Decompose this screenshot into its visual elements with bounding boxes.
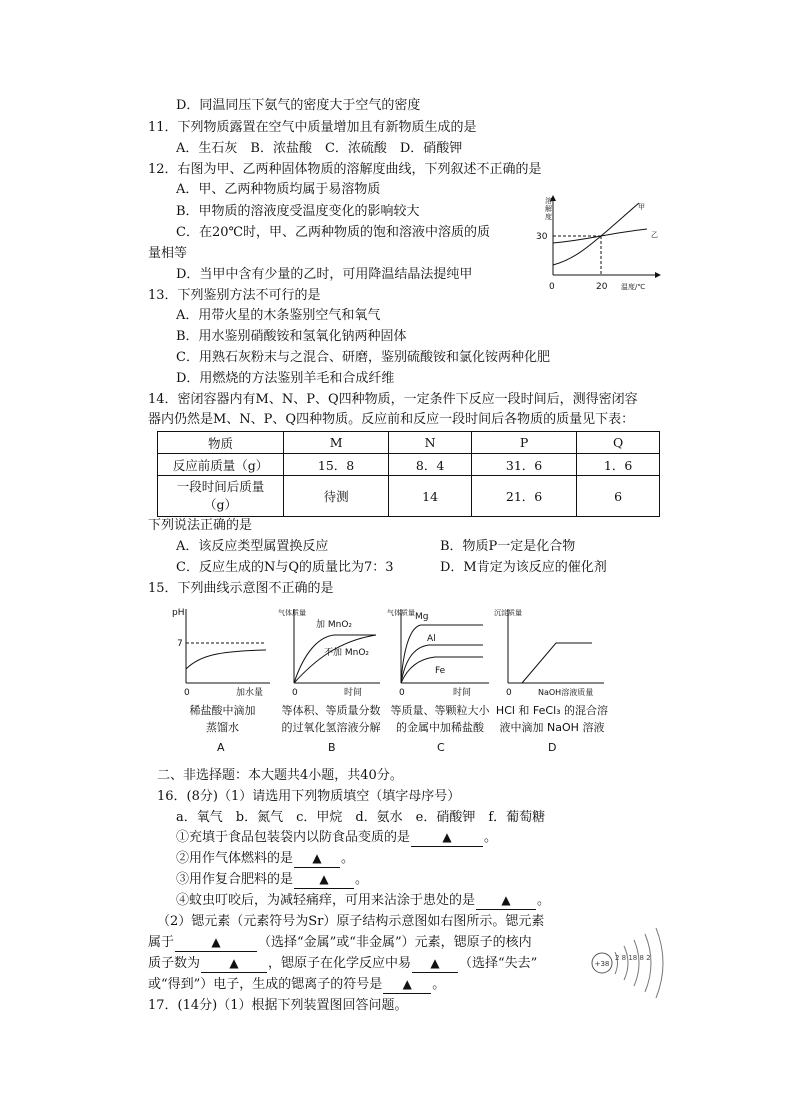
graph-d-curve [522,643,592,683]
q12-option-d: D．当甲中含有少量的乙时，可用降温结晶法提纯甲 [176,267,473,282]
x-origin: 0 [549,282,555,292]
x-tick-20: 20 [596,282,608,292]
curve-jia-label: 甲 [638,203,645,211]
q16-s2-end: 。 [341,851,355,866]
q11-stem: 11．下列物质露置在空气中质量增加且有新物质生成的是 [148,120,477,135]
q16-p2-line1: （2）锶元素（元素符号为Sr）原子结构示意图如右图所示。锶元素 [157,914,545,929]
graph-d-cap2: 液中滴加 NaOH 溶液 [499,721,605,734]
graph-a-tick7: 7 [177,639,183,649]
q16-p2-line2b: （选择“金属”或“非金属”）元素，锶原子的核内 [258,935,532,950]
q16-s2 [176,849,354,869]
table-row [158,454,660,476]
q16-s3-text: ③用作复合肥料的是 [176,872,294,887]
graph-d [492,603,612,698]
curve-yi [553,229,647,243]
graph-c-al-label: Al [427,634,436,644]
graph-c-al [401,645,483,683]
graph-d-ylabel: 沉淀质量 [494,609,522,617]
table-cell: 反应前质量（g） [158,454,284,476]
x-axis-arrow [655,272,661,278]
curve-yi-label: 乙 [651,231,658,239]
shell-arc [634,940,639,986]
triangle-mark: ▲ [211,935,221,949]
y-label-full [535,193,536,194]
table-cell: 21．6 [471,476,576,517]
q13-option-a: A．用带火星的木条鉴别空气和氧气 [176,308,381,323]
shell-arc [624,946,628,980]
triangle-mark: ▲ [430,956,440,970]
table-header-row [158,432,660,454]
q16-p2-line3a: 质子数为 [148,956,201,971]
graph-b-origin: 0 [292,688,298,698]
q14-stem-2: 器内仍然是M、N、P、Q四种物质。反应前和反应一段时间后各物质的质量见下表： [148,412,635,427]
q14-option-a: A．该反应类型属置换反应 [176,539,329,554]
x-label: 温度/℃ [621,283,646,291]
q16-s2-text: ②用作气体燃料的是 [176,851,294,866]
y-label-2: 解 [545,205,552,213]
table-header: M [284,432,389,454]
table-header: 物质 [158,432,284,454]
q14-after: 下列说法正确的是 [148,518,253,533]
q16-p2-line2a: 属于 [148,935,175,950]
table-header: Q [577,432,660,454]
graph-d-cap1: HCl 和 FeCl₃ 的混合溶 [495,704,609,717]
q12-option-c: C．在20℃时，甲、乙两种物质的饱和溶液中溶质的质 [176,225,491,240]
table-cell [158,476,284,517]
q16-s4-end: 。 [537,893,551,908]
y-label-3: 度 [545,213,552,221]
row-label-line1: 一段时间后质量 [176,479,265,494]
graph-a [170,603,275,698]
answer-blank[interactable] [294,850,340,868]
graph-b-cap2: 的过氧化氢溶液分解 [281,721,381,734]
q16-choices: a．氧气 b．氮气 c．甲烷 d．氨水 e．硝酸钾 f．葡萄糖 [176,810,546,825]
q12-option-c-cont: 量相等 [148,246,188,261]
graph-c-letter: C [437,741,445,754]
graph-c-ylabel: 气体质量 [387,609,415,617]
graph-b-ylabel: 气体质量 [278,609,306,617]
q17-stem: 17．(14分)（1）根据下列装置图回答问题。 [148,998,408,1013]
graph-a-xlabel: 加水量 [236,688,264,698]
q13-option-d: D．用燃烧的方法鉴别羊毛和合成纤维 [176,371,395,386]
graph-a-curve [186,650,266,669]
graph-a-cap2: 蒸馏水 [206,721,239,734]
q16-s4-text: ④蚊虫叮咬后，为减轻痛痒，可用来沾涂于患处的是 [176,893,476,908]
shell-electrons: 2 8 18 8 2 [615,954,651,962]
answer-blank[interactable] [175,934,257,952]
answer-blank[interactable] [411,829,483,847]
mass-table [157,431,660,517]
q16-p2-line4a: 或“得到”）电子，生成的锶离子的符号是 [148,977,383,992]
graph-b-letter: B [328,741,336,754]
part2-title: 二、非选择题：本大题共4小题，共40分。 [157,768,403,783]
q16-stem: 16．(8分)（1）请选用下列物质填空（填字母序号） [157,789,461,804]
q14-option-b: B．物质P一定是化合物 [440,539,576,554]
table-cell: 14 [389,476,472,517]
q16-s1-text: ①充填于食品包装袋内以防食品变质的是 [176,830,411,845]
q16-p2-line3 [148,954,537,974]
graph-d-xlabel: NaOH溶液质量 [538,688,594,697]
q16-s4 [176,891,550,911]
q16-p2-line2 [148,933,532,953]
q16-s1 [176,828,497,848]
q16-s1-end: 。 [484,830,498,845]
q12-option-b: B．甲物质的溶液度受温度变化的影响较大 [176,204,420,219]
table-header: N [389,432,472,454]
q12-option-a: A．甲、乙两种物质均属于易溶物质 [176,182,381,197]
table-row [158,476,660,517]
shell-arc [645,934,651,992]
q10-option-d: D．同温同压下氨气的密度大于空气的密度 [176,98,421,113]
answer-blank[interactable] [383,976,431,994]
q16-p2-line4 [148,975,445,995]
q16-s3-end: 。 [355,872,369,887]
graph-c-cap2: 的金属中加稀盐酸 [396,721,484,734]
table-cell: 15．8 [284,454,389,476]
graph-c [385,603,495,698]
y-tick-30: 30 [536,232,548,242]
q14-option-c: C．反应生成的N与Q的质量比为7：3 [176,560,394,575]
graph-d-origin: 0 [506,688,512,698]
triangle-mark: ▲ [319,872,329,886]
graph-b-curve2: 不加 MnO₂ [324,648,370,658]
q11-options: A．生石灰 B．浓盐酸 C．浓硫酸 D．硝酸钾 [176,141,463,156]
solubility-graph [535,193,665,293]
table-cell: 31．6 [471,454,576,476]
q16-p2-line4-end: 。 [432,977,446,992]
triangle-mark: ▲ [229,956,239,970]
graph-a-origin: 0 [184,688,190,698]
answer-blank[interactable] [412,955,458,973]
nucleus-charge: +38 [594,960,610,968]
q14-stem-1: 14．密闭容器内有M、N、P、Q四种物质，一定条件下反应一段时间后，测得密闭容 [148,392,638,407]
q14-option-d: D．M肯定为该反应的催化剂 [440,560,607,575]
table-cell: 8．4 [389,454,472,476]
q13-stem: 13．下列鉴别方法不可行的是 [148,288,321,303]
graph-a-letter: A [217,741,225,754]
q16-s3 [176,870,368,890]
triangle-mark: ▲ [312,851,322,865]
graph-c-xlabel: 时间 [453,688,472,698]
graph-b [276,603,386,698]
triangle-mark: ▲ [442,830,452,844]
curve-jia [553,203,639,265]
graph-c-mg-label: Mg [415,612,429,622]
strontium-atom-diagram [588,922,680,1004]
graph-b-cap1: 等体积、等质量分数 [281,704,381,717]
graph-c-fe-label: Fe [435,666,446,676]
answer-blank[interactable] [294,871,354,889]
answer-blank[interactable] [201,955,267,973]
table-cell: 1．6 [577,454,660,476]
table-cell: 6 [577,476,660,517]
q16-p2-line3b: ，锶原子在化学反应中易 [268,956,412,971]
q16-p2-line3c: （选择“失去” [459,956,538,971]
graph-b-curve-nocat [294,635,376,683]
table-cell: 待测 [284,476,389,517]
answer-blank[interactable] [476,892,536,910]
q15-stem: 15．下列曲线示意图不正确的是 [148,581,334,596]
graph-b-curve-cat [294,635,376,683]
graph-a-cap1: 稀盐酸中滴加 [189,704,256,717]
triangle-mark: ▲ [501,893,511,907]
graph-d-letter: D [548,741,557,754]
triangle-mark: ▲ [402,977,412,991]
y-label-1: 溶 [545,197,552,205]
q13-option-c: C．用熟石灰粉末与之混合、研磨，鉴别硫酸铵和氯化铵两种化肥 [176,350,550,365]
graph-c-origin: 0 [399,688,405,698]
graph-b-curve1: 加 MnO₂ [316,620,353,630]
shell-arc [656,928,663,998]
graph-a-ylabel: pH [172,608,185,618]
graph-c-cap1: 等质量、等颗粒大小 [390,704,490,717]
q12-stem: 12．右图为甲、乙两种固体物质的溶解度曲线，下列叙述不正确的是 [148,162,542,177]
table-header: P [471,432,576,454]
q13-option-b: B．用水鉴别硝酸铵和氢氧化钠两种固体 [176,329,407,344]
graph-b-xlabel: 时间 [344,688,363,698]
row-label-line2: （g） [203,497,237,512]
